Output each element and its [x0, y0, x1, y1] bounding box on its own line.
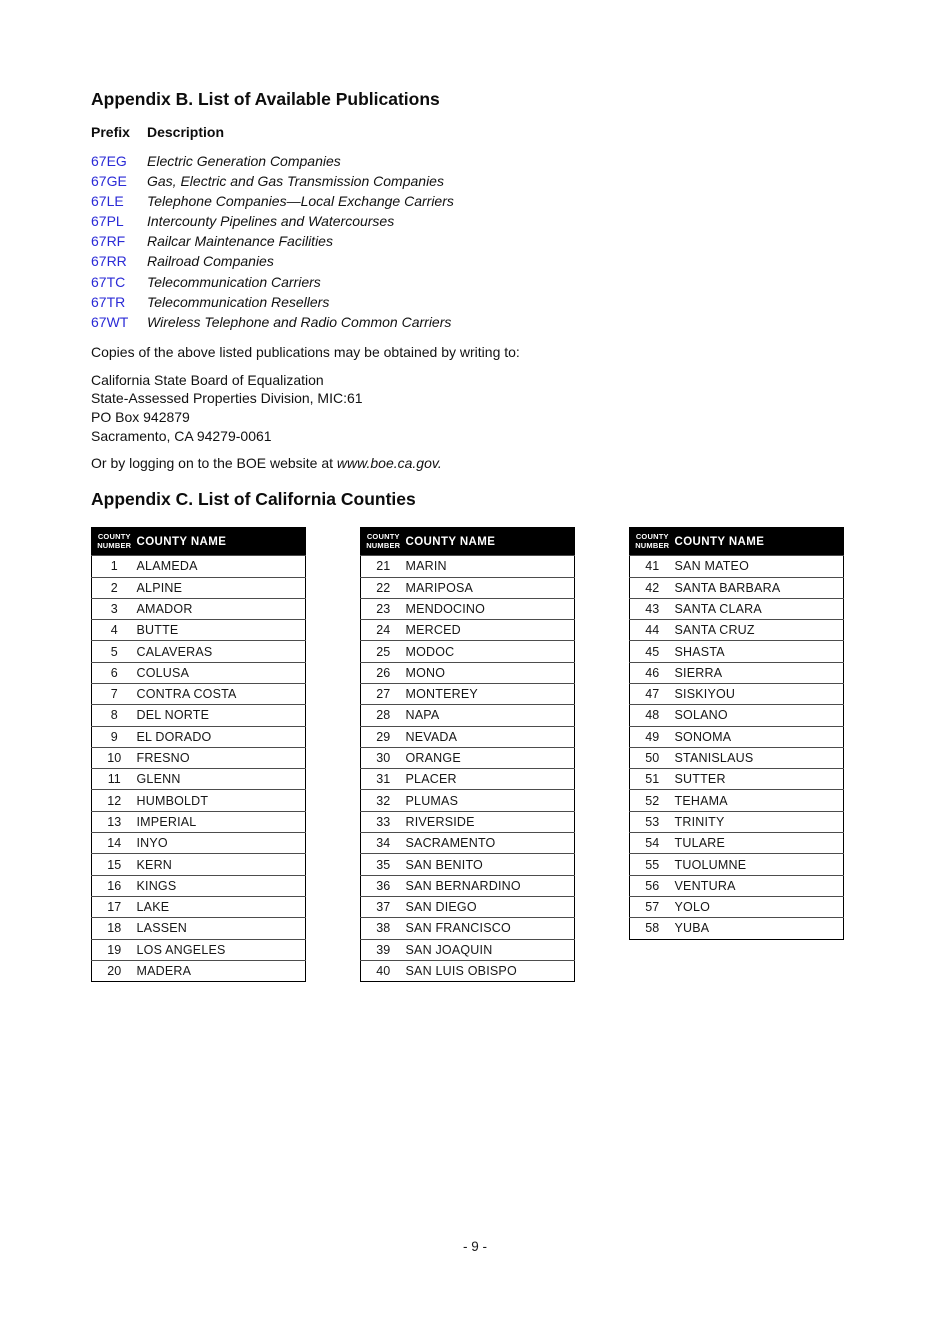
county-name: SAN BERNARDINO: [406, 875, 575, 896]
county-row: [361, 896, 575, 917]
county-row: [361, 598, 575, 619]
county-name: SAN LUIS OBISPO: [406, 960, 575, 981]
county-name: SIERRA: [675, 662, 844, 683]
county-row: [630, 556, 844, 577]
county-name: MARIPOSA: [406, 577, 575, 598]
publication-prefix: 67PL: [91, 213, 124, 230]
county-name: SISKIYOU: [675, 684, 844, 705]
county-row: [92, 705, 306, 726]
county-number: 57: [630, 896, 675, 917]
county-name: MERCED: [406, 620, 575, 641]
county-name: SAN DIEGO: [406, 896, 575, 917]
county-row: [361, 939, 575, 960]
county-row: [361, 705, 575, 726]
county-row: [92, 598, 306, 619]
county-number: 25: [361, 641, 406, 662]
county-name: CALAVERAS: [137, 641, 306, 662]
county-number: 28: [361, 705, 406, 726]
county-row: [92, 833, 306, 854]
county-row: [92, 641, 306, 662]
county-number: 46: [630, 662, 675, 683]
county-number: 7: [92, 684, 137, 705]
county-name: LAKE: [137, 896, 306, 917]
county-tables: [91, 527, 844, 982]
publication-description: Telecommunication Resellers: [147, 293, 330, 310]
county-row: [630, 896, 844, 917]
county-name: INYO: [137, 833, 306, 854]
county-row: [361, 854, 575, 875]
county-name-header: COUNTY NAME: [406, 528, 575, 556]
county-number: 14: [92, 833, 137, 854]
county-name: TEHAMA: [675, 790, 844, 811]
county-row: [630, 662, 844, 683]
county-number: 29: [361, 726, 406, 747]
county-name: SANTA CLARA: [675, 598, 844, 619]
county-row: [361, 747, 575, 768]
county-number: 32: [361, 790, 406, 811]
website-url: www.boe.ca.gov.: [336, 455, 442, 472]
publication-row: [91, 231, 844, 251]
county-number: 18: [92, 918, 137, 939]
county-number: 5: [92, 641, 137, 662]
county-number: 55: [630, 854, 675, 875]
county-row: [630, 620, 844, 641]
publication-prefix: 67TR: [91, 293, 126, 310]
county-name: HUMBOLDT: [137, 790, 306, 811]
publication-row: [91, 151, 844, 171]
county-name: IMPERIAL: [137, 811, 306, 832]
county-number: 22: [361, 577, 406, 598]
county-number: 31: [361, 769, 406, 790]
county-number: 1: [92, 556, 137, 577]
county-row: [630, 875, 844, 896]
county-row: [361, 726, 575, 747]
county-row: [92, 684, 306, 705]
publication-row: [91, 251, 844, 271]
county-number: 39: [361, 939, 406, 960]
county-number: 47: [630, 684, 675, 705]
county-number: 17: [92, 896, 137, 917]
county-number: 58: [630, 918, 675, 939]
publication-row: [91, 171, 844, 191]
county-row: [361, 684, 575, 705]
county-name: MONTEREY: [406, 684, 575, 705]
county-row: [361, 577, 575, 598]
county-name: MONO: [406, 662, 575, 683]
county-number: 51: [630, 769, 675, 790]
description-column-header: Description: [147, 124, 225, 140]
county-number: 21: [361, 556, 406, 577]
publication-row: [91, 292, 844, 312]
county-name: PLUMAS: [406, 790, 575, 811]
county-number: 24: [361, 620, 406, 641]
county-header-row: [92, 528, 306, 556]
county-number: 49: [630, 726, 675, 747]
county-name: GLENN: [137, 769, 306, 790]
address-line: State-Assessed Properties Division, MIC:61: [91, 390, 363, 407]
publication-description: Railcar Maintenance Facilities: [147, 233, 333, 250]
county-name: PLACER: [406, 769, 575, 790]
county-name: SOLANO: [675, 705, 844, 726]
county-row: [361, 641, 575, 662]
county-name: STANISLAUS: [675, 747, 844, 768]
county-name: FRESNO: [137, 747, 306, 768]
county-number: 45: [630, 641, 675, 662]
county-name: TULARE: [675, 833, 844, 854]
county-name: DEL NORTE: [137, 705, 306, 726]
county-row: [361, 875, 575, 896]
county-number: 16: [92, 875, 137, 896]
county-table: [360, 527, 575, 982]
publications-list: [91, 151, 844, 332]
county-name: MADERA: [137, 960, 306, 981]
county-name: ORANGE: [406, 747, 575, 768]
county-row: [630, 747, 844, 768]
county-number: 44: [630, 620, 675, 641]
county-row: [92, 620, 306, 641]
county-number: 30: [361, 747, 406, 768]
county-row: [630, 577, 844, 598]
county-name: NEVADA: [406, 726, 575, 747]
county-row: [92, 769, 306, 790]
county-number: 48: [630, 705, 675, 726]
county-row: [92, 726, 306, 747]
county-name: TRINITY: [675, 811, 844, 832]
county-name: ALPINE: [137, 577, 306, 598]
county-row: [92, 854, 306, 875]
county-row: [361, 620, 575, 641]
publication-prefix: 67LE: [91, 193, 124, 210]
county-row: [361, 790, 575, 811]
county-number: 11: [92, 769, 137, 790]
county-table: [91, 527, 306, 982]
county-row: [92, 939, 306, 960]
county-row: [361, 769, 575, 790]
website-note-text: Or by logging on to the BOE website at: [91, 455, 337, 472]
county-number: 38: [361, 918, 406, 939]
website-note: [91, 455, 844, 472]
county-number: 4: [92, 620, 137, 641]
county-row: [630, 854, 844, 875]
county-name: SAN BENITO: [406, 854, 575, 875]
county-row: [361, 918, 575, 939]
county-row: [630, 790, 844, 811]
county-row: [630, 769, 844, 790]
county-name: SANTA CRUZ: [675, 620, 844, 641]
county-name: MODOC: [406, 641, 575, 662]
county-row: [630, 684, 844, 705]
county-number: 37: [361, 896, 406, 917]
county-name: KINGS: [137, 875, 306, 896]
address-line: California State Board of Equalization: [91, 371, 324, 388]
county-name: EL DORADO: [137, 726, 306, 747]
county-name: YUBA: [675, 918, 844, 939]
county-name: VENTURA: [675, 875, 844, 896]
county-row: [92, 577, 306, 598]
publication-row: [91, 211, 844, 231]
county-number: 50: [630, 747, 675, 768]
prefix-column-header: Prefix: [91, 124, 130, 140]
county-row: [361, 960, 575, 981]
county-number: 52: [630, 790, 675, 811]
county-number: 6: [92, 662, 137, 683]
county-name: SHASTA: [675, 641, 844, 662]
county-row: [630, 598, 844, 619]
county-row: [361, 811, 575, 832]
county-number: 2: [92, 577, 137, 598]
county-number: 33: [361, 811, 406, 832]
county-number: 42: [630, 577, 675, 598]
publication-prefix: 67GE: [91, 173, 127, 190]
county-name: MENDOCINO: [406, 598, 575, 619]
county-row: [92, 960, 306, 981]
county-row: [630, 811, 844, 832]
county-number: 13: [92, 811, 137, 832]
publication-prefix: 67RF: [91, 233, 126, 250]
county-name: TUOLUMNE: [675, 854, 844, 875]
county-number: 15: [92, 854, 137, 875]
county-number: 41: [630, 556, 675, 577]
county-row: [630, 641, 844, 662]
county-row: [92, 811, 306, 832]
county-name: SACRAMENTO: [406, 833, 575, 854]
county-row: [630, 918, 844, 939]
county-row: [92, 790, 306, 811]
county-name: SUTTER: [675, 769, 844, 790]
publication-prefix: 67EG: [91, 153, 127, 169]
county-row: [92, 918, 306, 939]
county-name: LOS ANGELES: [137, 939, 306, 960]
mailing-address: [91, 371, 844, 445]
publication-description: Electric Generation Companies: [147, 153, 341, 169]
county-number: 53: [630, 811, 675, 832]
publication-description: Telecommunication Carriers: [147, 273, 321, 290]
county-header-row: [630, 528, 844, 556]
county-number: 10: [92, 747, 137, 768]
copies-note: Copies of the above listed publications may be obtained by writing to:: [91, 343, 520, 360]
county-row: [361, 662, 575, 683]
county-number: 20: [92, 960, 137, 981]
county-name-header: COUNTY NAME: [675, 528, 844, 556]
county-row: [92, 875, 306, 896]
county-name: MARIN: [406, 556, 575, 577]
county-number: 8: [92, 705, 137, 726]
county-number: 43: [630, 598, 675, 619]
county-name: LASSEN: [137, 918, 306, 939]
publication-prefix: 67TC: [91, 273, 126, 290]
county-name: SAN FRANCISCO: [406, 918, 575, 939]
publications-column-headers: [91, 124, 844, 141]
publication-description: Gas, Electric and Gas Transmission Companies: [147, 173, 444, 190]
county-number: 23: [361, 598, 406, 619]
county-name: SAN MATEO: [675, 556, 844, 577]
county-number: 56: [630, 875, 675, 896]
county-number: 26: [361, 662, 406, 683]
page-number: - 9 -: [462, 1239, 487, 1254]
county-number: 27: [361, 684, 406, 705]
county-name: CONTRA COSTA: [137, 684, 306, 705]
county-header-row: [361, 528, 575, 556]
publication-row: [91, 272, 844, 292]
county-name: BUTTE: [137, 620, 306, 641]
county-number: 36: [361, 875, 406, 896]
county-number: 9: [92, 726, 137, 747]
publication-description: Intercounty Pipelines and Watercourses: [147, 213, 395, 230]
county-number: 19: [92, 939, 137, 960]
publication-row: [91, 312, 844, 332]
county-name: YOLO: [675, 896, 844, 917]
county-row: [92, 556, 306, 577]
county-row: [630, 833, 844, 854]
county-number: 34: [361, 833, 406, 854]
county-name: AMADOR: [137, 598, 306, 619]
county-number: 54: [630, 833, 675, 854]
county-name: ALAMEDA: [137, 556, 306, 577]
county-number: 40: [361, 960, 406, 981]
county-name: SANTA BARBARA: [675, 577, 844, 598]
county-row: [92, 747, 306, 768]
county-row: [630, 705, 844, 726]
county-name: NAPA: [406, 705, 575, 726]
county-name: COLUSA: [137, 662, 306, 683]
county-number: 3: [92, 598, 137, 619]
county-number-header: COUNTY NUMBER: [92, 528, 137, 556]
county-number-header: COUNTY NUMBER: [361, 528, 406, 556]
county-name: SONOMA: [675, 726, 844, 747]
document-page: [0, 88, 950, 1254]
county-row: [92, 662, 306, 683]
publication-description: Telephone Companies—Local Exchange Carriers: [147, 193, 454, 210]
county-row: [361, 833, 575, 854]
county-number-header: COUNTY NUMBER: [630, 528, 675, 556]
publication-description: Wireless Telephone and Radio Common Carriers: [147, 313, 452, 330]
appendix-c-title: Appendix C. List of California Counties: [91, 489, 416, 510]
address-line: PO Box 942879: [91, 409, 190, 426]
appendix-b-title: Appendix B. List of Available Publications: [91, 89, 440, 109]
county-name: RIVERSIDE: [406, 811, 575, 832]
county-number: 12: [92, 790, 137, 811]
address-line: Sacramento, CA 94279-0061: [91, 427, 272, 444]
publication-row: [91, 191, 844, 211]
county-row: [361, 556, 575, 577]
publication-prefix: 67RR: [91, 253, 127, 270]
publication-description: Railroad Companies: [147, 253, 274, 270]
county-name: KERN: [137, 854, 306, 875]
county-row: [92, 896, 306, 917]
county-name: SAN JOAQUIN: [406, 939, 575, 960]
publication-prefix: 67WT: [91, 313, 129, 330]
county-name-header: COUNTY NAME: [137, 528, 306, 556]
county-row: [630, 726, 844, 747]
county-number: 35: [361, 854, 406, 875]
county-table: [629, 527, 844, 939]
